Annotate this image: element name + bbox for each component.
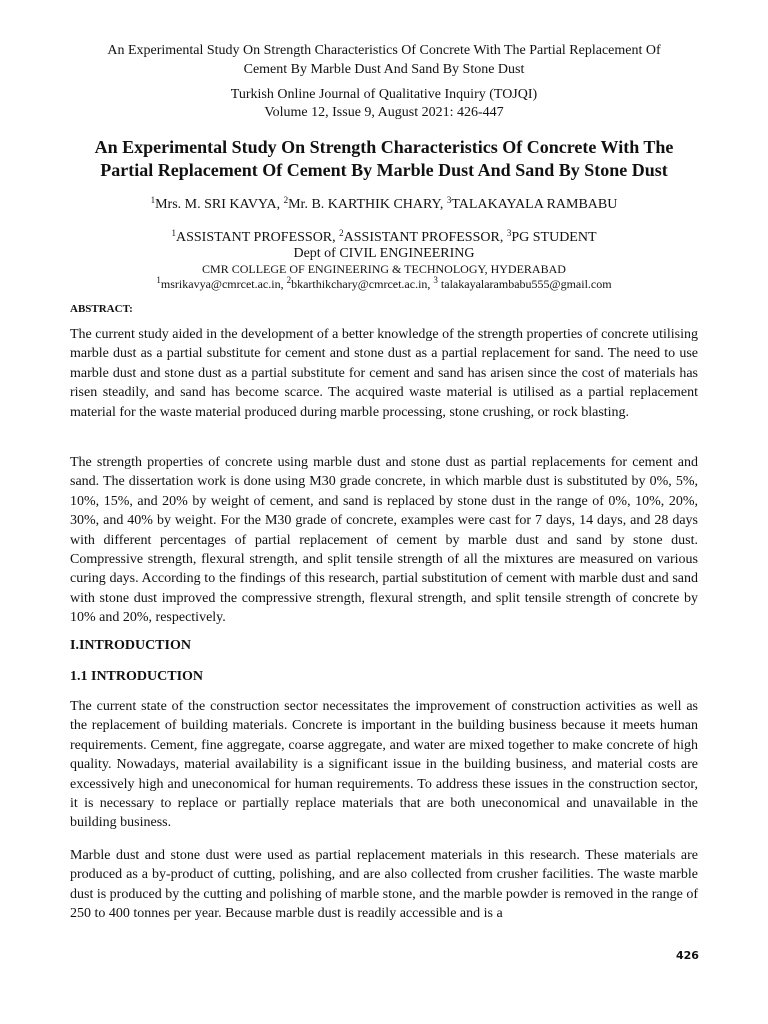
email-sup: 1 <box>156 275 161 285</box>
author-roles <box>60 230 708 246</box>
abstract-label: ABSTRACT: <box>70 303 133 315</box>
journal-volume: Volume 12, Issue 9, August 2021: 426-447 <box>264 105 504 120</box>
running-header-line-2: Cement By Marble Dust And Sand By Stone Dust <box>243 62 525 77</box>
paper-title-line-1: An Experimental Study On Strength Characteristics Of Concrete With The <box>94 137 674 157</box>
author-name: Mrs. M. SRI KAVYA, <box>155 197 284 212</box>
author-sup: 1 <box>150 195 156 205</box>
college-name: CMR COLLEGE OF ENGINEERING & TECHNOLOGY, HYDERABAD <box>202 262 566 276</box>
email-text: bkarthikchary@cmrcet.ac.in, <box>291 277 434 291</box>
page-number: 426 <box>676 949 699 962</box>
author-name: Mr. B. KARTHIK CHARY, <box>288 197 447 212</box>
running-header-line-1: An Experimental Study On Strength Characteristics Of Concrete With The Partial Replacement Of <box>107 43 661 58</box>
paper-title-line-2: Partial Replacement Of Cement By Marble Dust And Sand By Stone Dust <box>100 160 668 180</box>
section-heading: I.INTRODUCTION <box>70 638 191 653</box>
abstract-paragraph-1: The current study aided in the development of a better knowledge of the strength properties of concrete utilising marble dust as a partial substitute for cement and stone dust as a partial replacement for sand. The need to use marble dust and stone dust as a partial substitute for cement and sand has arisen since the cost of materials has risen steadily, and sand has become scarce. The acquired waste material is utilised as a partial replacement material for the waste material produced during marble processing, stone crushing, or rock blasting. <box>70 327 698 420</box>
paper-title <box>60 136 708 182</box>
role-sup: 2 <box>339 228 344 238</box>
intro-paragraph-1: The current state of the construction sector necessitates the improvement of construction activities as well as the replacement of building materials. Concrete is important in the building business because it meets human requirements. Cement, fine aggregate, coarse aggregate, and water are mixed together to make concrete of high quality. Nowadays, material availability is a significant issue in the building business, and material costs are excessively high and uneconomical for human requirements. To address these issues in the construction sector, it is necessary to replace or partially replace materials that are both uneconomical and unavailable in the building business. <box>70 699 698 831</box>
role-text: ASSISTANT PROFESSOR, <box>175 230 340 245</box>
affiliation-block <box>60 230 708 292</box>
journal-info <box>60 86 708 122</box>
role-sup: 3 <box>506 228 512 238</box>
intro-paragraph-2: Marble dust and stone dust were used as partial replacement materials in this research. These materials are produced as a by-product of cutting, polishing, and are also collected from crusher facilities. The waste marble dust is produced by the cutting and polishing of marble stone, and the marble powder is removed in the range of 250 to 400 tonnes per year. Because marble dust is readily accessible and is a <box>70 848 698 922</box>
running-header <box>60 41 708 79</box>
author-list <box>60 196 708 214</box>
abstract-paragraph-2: The strength properties of concrete using marble dust and stone dust as partial replacements for cement and sand. The dissertation work is done using M30 grade concrete, in which marble dust is substituted by 0%, 5%, 10%, 15%, and 20% by weight of cement, and sand is replaced by stone dust in the range of 0%, 10%, 20%, 30%, and 40% by weight. For the M30 grade of concrete, examples were cast for 7 days, 14 days, and 28 days with different percentages of partial replacement of cement by marble dust and sand by stone dust. Compressive strength, flexural strength, and split tensile strength of all the mixtures are measured on various curing days. According to the findings of this research, partial substitution of cement with marble dust and sand with stone dust improved the compressive strength, flexural strength, and split tensile strength of concrete by 10% and 20%, respectively. <box>70 455 698 626</box>
subsection-heading: 1.1 INTRODUCTION <box>70 669 204 684</box>
role-text: ASSISTANT PROFESSOR, <box>343 230 507 245</box>
email-sup: 3 <box>433 275 438 285</box>
author-emails <box>60 277 708 292</box>
author-sup: 2 <box>283 195 289 205</box>
journal-name: Turkish Online Journal of Qualitative Inquiry (TOJQI) <box>230 87 538 102</box>
role-text: PG STUDENT <box>511 230 597 245</box>
email-text: talakayalarambabu555@gmail.com <box>437 277 612 291</box>
email-text: msrikavya@cmrcet.ac.in, <box>160 277 287 291</box>
author-name: TALAKAYALA RAMBABU <box>451 197 618 212</box>
department: Dept of CIVIL ENGINEERING <box>293 246 475 261</box>
email-sup: 2 <box>286 275 292 285</box>
author-sup: 3 <box>446 195 452 205</box>
role-sup: 1 <box>171 228 176 238</box>
